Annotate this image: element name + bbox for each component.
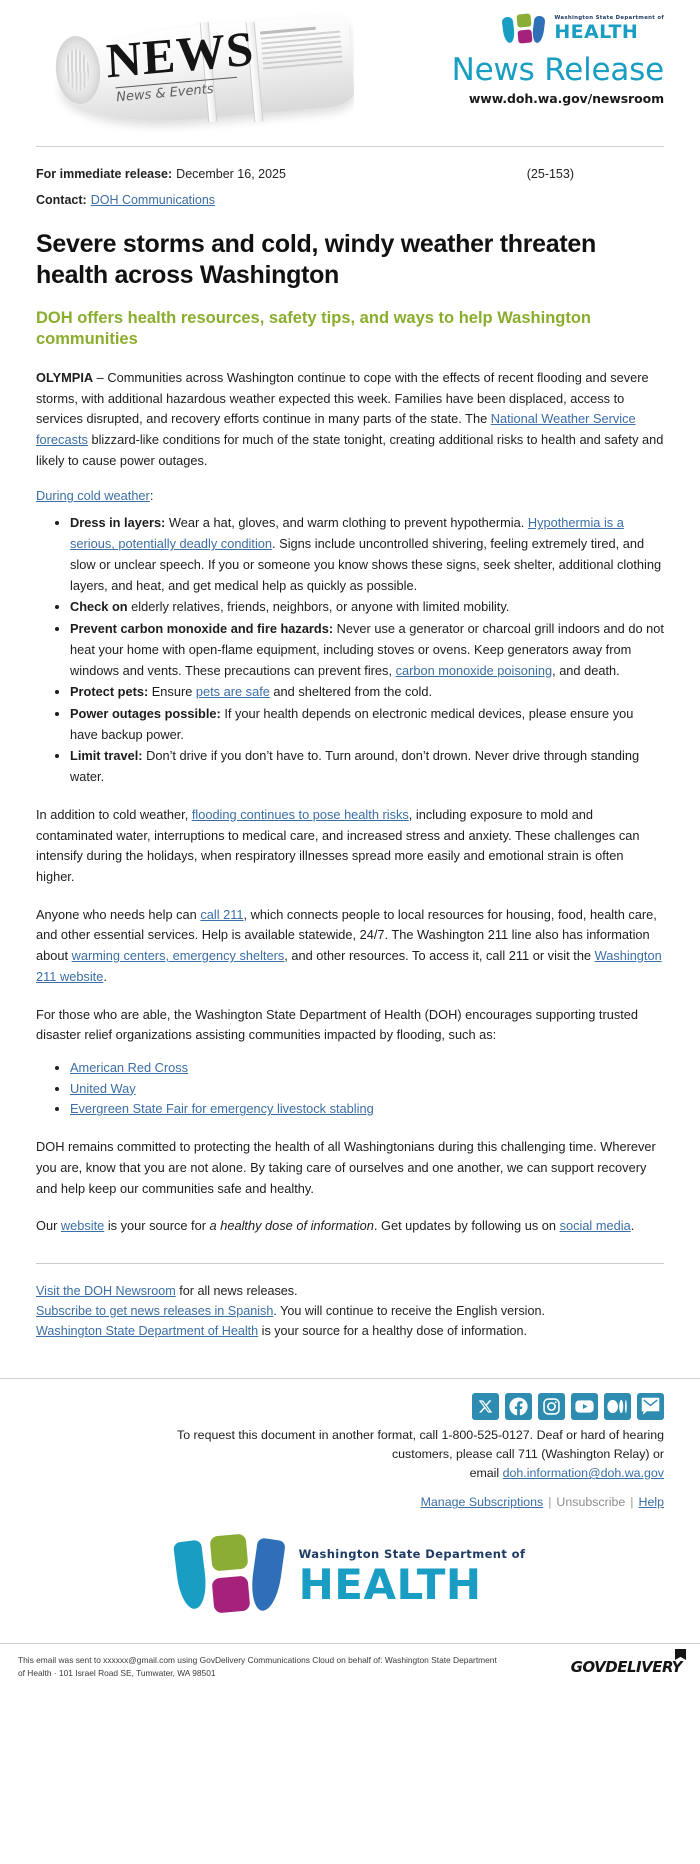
visit-doh-newsroom-link[interactable]: Visit the DOH Newsroom [36, 1284, 176, 1299]
bullet-text-1: Don’t drive if you don’t have to. Turn around, don’t drown. Never drive through standing water. [70, 748, 640, 785]
bullet-text-1: elderly relatives, friends, neighbors, or anyone with limited mobility. [127, 599, 510, 615]
youtube-icon[interactable] [571, 1393, 598, 1420]
instagram-icon[interactable] [538, 1393, 565, 1420]
release-body [0, 147, 700, 1352]
email-prefix: email [469, 1466, 503, 1481]
bullet-text-2: . Signs include uncontrolled shivering, feeling extremely tired, and slow or unclear speech. If you or someone you know shows these signs, seek shelter, additional clothing layers, and heat, and get medical help as quickly as possible. [70, 536, 662, 593]
page-subtitle: DOH offers health resources, safety tips, and ways to help Washington communities [36, 309, 591, 349]
link-separator-1: | [548, 1495, 552, 1510]
footer-action-links [36, 1495, 664, 1509]
wa-doh-link[interactable]: Washington State Department of Health [36, 1323, 259, 1338]
doh-logo-large-dept-line: Washington State Department of [298, 1546, 526, 1561]
newspaper-subtitle: News & Events [115, 77, 238, 106]
warming-centers-link[interactable]: warming centers, emergency shelters [71, 948, 285, 964]
help-211-paragraph [36, 905, 664, 988]
newspaper-photo [54, 12, 354, 132]
hypothermia-link[interactable]: Hypothermia is a serious, potentially deadly condition [70, 515, 624, 552]
email-footer [0, 1379, 700, 1644]
subscribe-spanish-link[interactable]: Subscribe to get news releases in Spanish [36, 1303, 274, 1318]
bullet-text-2: , and death. [552, 662, 620, 678]
disclaimer-line-2: of Health · 101 Israel Road SE, Tumwater, WA 98501 [18, 1667, 216, 1678]
bullet-lead: Check on [70, 599, 128, 615]
bullet-lead: Prevent carbon monoxide and fire hazards: [70, 621, 334, 637]
website-paragraph [36, 1216, 664, 1237]
tail-text: for all news releases. [175, 1284, 298, 1299]
contact-link[interactable]: DOH Communications [90, 193, 216, 207]
list-item [70, 682, 664, 703]
accessibility-line-3 [36, 1464, 664, 1483]
list-item [70, 619, 664, 681]
help-link[interactable]: Help [638, 1495, 664, 1510]
flood-text-2: , including exposure to mold and contaminated water, interruptions to medical care, and increased stress and anxiety. These challenges can intensify during the holidays, when respiratory illnesses spread more easily and emotional strain is often higher. [36, 806, 640, 884]
pets-are-safe-link[interactable]: pets are safe [195, 684, 270, 700]
contact-label: Contact: [36, 193, 87, 207]
healthy-dose-italic: a healthy dose of information [209, 1218, 374, 1234]
newsroom-url: www.doh.wa.gov/newsroom [468, 90, 664, 106]
call-211-link[interactable]: call 211 [200, 906, 244, 922]
govdelivery-wordmark: GOVDELIVERY [570, 1657, 682, 1676]
release-meta-row [36, 167, 664, 181]
bullet-lead: Protect pets: [70, 684, 149, 700]
american-red-cross-link[interactable]: American Red Cross [70, 1060, 189, 1075]
release-label: For immediate release: [36, 167, 173, 181]
release-date: December 16, 2025 [176, 167, 286, 181]
list-item [70, 704, 664, 745]
tail-line [36, 1282, 664, 1302]
list-item [70, 1058, 664, 1079]
intro-text-2: blizzard-like conditions for much of the state tonight, creating additional risks to health and safety and likely to cause power outages. [36, 432, 664, 468]
page-title: Severe storms and cold, windy weather threaten health across Washington [36, 230, 596, 289]
masthead [0, 0, 700, 140]
during-cold-weather-link[interactable]: During cold weather [36, 488, 150, 504]
cold-weather-section-heading [36, 488, 664, 503]
govdelivery-disclaimer [0, 1644, 700, 1689]
unsubscribe-link[interactable]: Unsubscribe [556, 1495, 626, 1510]
help-text-1: Anyone who needs help can [36, 906, 201, 922]
help-text-4: . [103, 968, 107, 984]
doh-information-email-link[interactable]: doh.information@doh.wa.gov [502, 1466, 664, 1481]
accessibility-line-2: customers, please call 711 (Washington Relay) or [391, 1446, 664, 1461]
intro-text-1: – Communities across Washington continue to cope with the effects of recent flooding and severe storms, with additional hazardous weather expected this week. Families have been displaced, access to services disrupted, and recovery efforts continue in many parts of the state. The [36, 369, 649, 427]
washington-211-website-link[interactable]: Washington 211 website [36, 948, 662, 984]
tail-line [36, 1302, 664, 1322]
website-link[interactable]: website [60, 1218, 105, 1234]
news-release-title: News Release [451, 52, 664, 88]
disclaimer-text [18, 1654, 497, 1679]
bullet-text-1: Ensure [148, 684, 196, 700]
medium-icon[interactable] [604, 1393, 631, 1420]
social-media-link[interactable]: social media [559, 1218, 631, 1234]
list-item [70, 1099, 664, 1120]
bullet-lead: Limit travel: [70, 748, 143, 764]
flooding-health-risks-link[interactable]: flooding continues to pose health risks [191, 806, 409, 822]
dateline: OLYMPIA [36, 369, 94, 385]
flooding-paragraph [36, 805, 664, 888]
help-text-3: , and other resources. To access it, call 211 or visit the [284, 948, 595, 964]
email-icon[interactable] [637, 1393, 664, 1420]
flood-text-1: In addition to cold weather, [36, 806, 192, 822]
doh-logo-dept-line: Washington State Department of [554, 14, 664, 21]
link-separator-2: | [630, 1495, 634, 1510]
x-icon[interactable] [472, 1393, 499, 1420]
list-item [70, 1079, 664, 1100]
accessibility-line-1: To request this document in another format, call 1-800-525-0127. Deaf or hard of hearing [177, 1427, 664, 1442]
list-item [70, 513, 664, 596]
cold-weather-bullet-list [36, 513, 664, 787]
content-divider [36, 1263, 664, 1264]
closing-paragraph: DOH remains committed to protecting the health of all Washingtonians during this challenging time. Wherever you are, know that you are not alone. By taking care of ourselves and one another, we can support recovery and help keep our communities safe and healthy. [36, 1139, 656, 1196]
brand-column [394, 8, 664, 106]
doh-logo-mark-icon [503, 14, 547, 44]
bullet-text-1: If your health depends on electronic medical devices, please ensure you have backup power. [70, 705, 634, 742]
list-item [70, 746, 664, 787]
manage-subscriptions-link[interactable]: Manage Subscriptions [420, 1495, 544, 1510]
cold-weather-colon: : [149, 488, 154, 504]
nws-forecast-link[interactable]: National Weather Service forecasts [36, 411, 636, 448]
tail-line [36, 1322, 664, 1342]
newsroom-links-block [36, 1282, 664, 1342]
evergreen-state-fair-link[interactable]: Evergreen State Fair for emergency livestock stabling [70, 1101, 374, 1117]
bullet-text-1: Wear a hat, gloves, and warm clothing to prevent hypothermia. [165, 515, 528, 531]
carbon-monoxide-link[interactable]: carbon monoxide poisoning [395, 662, 553, 678]
social-icons-row [36, 1379, 664, 1426]
newspaper-title: NEWS [104, 20, 256, 89]
doh-logo-mark-large-icon [175, 1535, 285, 1619]
govdelivery-logo [571, 1658, 682, 1676]
accessibility-notice [36, 1426, 664, 1484]
website-text-4: . [630, 1218, 635, 1234]
help-text-2: , which connects people to local resources for housing, food, health care, and other essential services. Help is available statewide, 24/7. The Washington 211 line also has information about [36, 906, 657, 964]
bullet-lead: Dress in layers: [70, 515, 166, 531]
doh-logo-large [36, 1509, 664, 1643]
list-item [70, 597, 664, 618]
doh-logo-large-health-word: HEALTH [298, 1560, 482, 1610]
relief-paragraph: For those who are able, the Washington State Department of Health (DOH) encourages supporting trusted disaster relief organizations assisting communities impacted by flooding, such as: [36, 1006, 639, 1043]
facebook-icon[interactable] [505, 1393, 532, 1420]
disclaimer-line-1: This email was sent to xxxxxx@gmail.com using GovDelivery Communications Cloud on behalf of: Washington State Department [18, 1655, 497, 1666]
website-text-2: is your source for [104, 1218, 210, 1234]
bullet-text-2: and sheltered from the cold. [269, 684, 433, 700]
doh-logo-health-word: HEALTH [554, 21, 639, 44]
website-text-3: . Get updates by following us on [373, 1218, 560, 1234]
doh-logo-small [394, 14, 664, 44]
intro-paragraph [36, 368, 664, 472]
united-way-link[interactable]: United Way [70, 1080, 136, 1096]
bullet-lead: Power outages possible: [70, 705, 221, 721]
tail-text: is your source for a healthy dose of information. [258, 1323, 527, 1338]
tail-text: . You will continue to receive the English version. [273, 1303, 545, 1318]
release-number: (25-153) [526, 167, 574, 181]
bullet-text-1: Never use a generator or charcoal grill indoors and do not heat your home with open-flame equipment, including stoves or ovens. Keep generators away from windows and vents. These precautions can prevent fires, [70, 621, 664, 678]
contact-row [36, 193, 664, 207]
newspaper-text-lines [260, 25, 344, 84]
relief-organizations-list [36, 1058, 664, 1120]
website-text-1: Our [36, 1218, 61, 1234]
